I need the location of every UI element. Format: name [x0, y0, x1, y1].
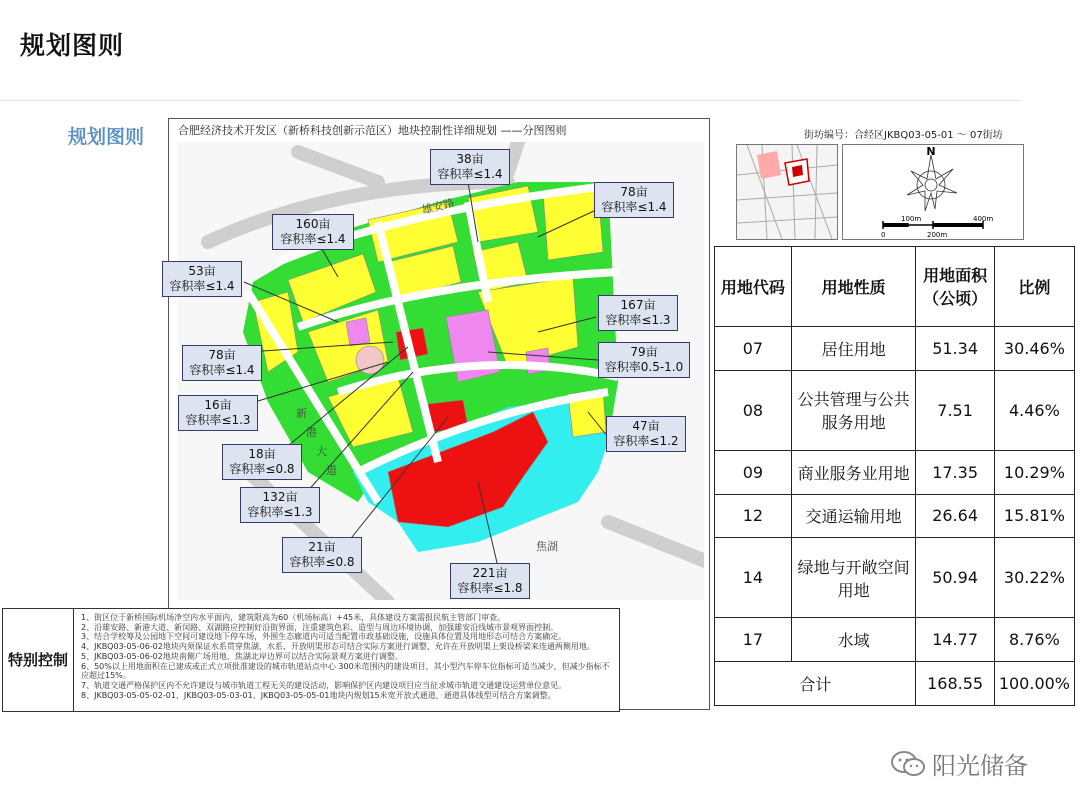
- callout-160: [272, 214, 354, 250]
- callout-area: 38亩: [456, 152, 484, 166]
- divider: [0, 100, 1020, 101]
- cell-ratio: 10.29%: [994, 450, 1074, 494]
- sheet-title: 合肥经济技术开发区（新桥科技创新示范区）地块控制性详细规划 ——分图图则: [178, 124, 567, 137]
- table-row: [715, 494, 1075, 538]
- callout-far: 容积率≤1.2: [613, 434, 679, 448]
- location-map: [736, 144, 838, 240]
- callout-21: [282, 537, 362, 573]
- cell-type: 交通运输用地: [791, 494, 916, 538]
- callout-far: 容积率≤0.8: [229, 462, 295, 476]
- special-control-box: [2, 608, 620, 712]
- special-control-label: 特别控制: [3, 609, 74, 711]
- cell-ratio: 4.46%: [994, 370, 1074, 450]
- callout-16: [178, 395, 258, 431]
- callout-area: 78亩: [620, 185, 648, 199]
- callout-79: [598, 342, 690, 378]
- callout-area: 132亩: [262, 490, 298, 504]
- callout-78b: [182, 345, 262, 381]
- header-area: 用地面积（公顷）: [916, 247, 994, 327]
- wechat-icon: [890, 750, 926, 778]
- cell-ratio: 30.22%: [994, 538, 1074, 618]
- cell-area: 50.94: [916, 538, 994, 618]
- cell-area: 14.77: [916, 618, 994, 662]
- note-item: 1、街区位于新桥国际机场净空内水平面内，建筑限高为60（机场标高）+45米，具体建设方案需报民航主管部门审查。: [81, 613, 506, 622]
- cell-type: 水域: [791, 618, 916, 662]
- scale-100: 100m: [901, 215, 922, 223]
- callout-far: 容积率≤1.4: [601, 200, 667, 214]
- callout-47: [606, 416, 686, 452]
- total-area: 168.55: [916, 662, 994, 706]
- scale-400: 400m: [973, 215, 994, 223]
- road-label-left-2: 港: [306, 426, 317, 439]
- callout-78a: [594, 182, 674, 218]
- callout-area: 78亩: [208, 348, 236, 362]
- cell-type: 居住用地: [791, 326, 916, 370]
- lake-label: 焦湖: [536, 540, 558, 553]
- table-header-row: [715, 247, 1075, 327]
- public-service-block: [346, 318, 370, 346]
- callout-far: 容积率≤1.4: [280, 232, 346, 246]
- road-label-left-1: 新: [296, 407, 307, 420]
- cell-code: 12: [715, 494, 792, 538]
- callout-38: [430, 149, 510, 185]
- note-item: 3、结合学校筹及公园地下空间可建设地下停车场，外围生态廊道内可适当配置市政基础设施，设施具体位置及用地形态可结合方案确定。: [81, 632, 567, 642]
- cell-code: 09: [715, 450, 792, 494]
- note-item: 7、轨道交通严格保护区内不允许建设与城市轨道工程无关的建设活动，影响保护区内建设项目应当征求城市轨道交通建设运营单位意见。: [81, 680, 567, 690]
- note-item: 5、JKBQ03-05-06-02地块南侧广场用地、焦湖北岸边界可以结合实际景观方案进行调整。: [81, 651, 403, 661]
- road-label-left-4: 道: [326, 464, 337, 477]
- callout-area: 53亩: [188, 264, 216, 278]
- cell-area: 7.51: [916, 370, 994, 450]
- cell-area: 51.34: [916, 326, 994, 370]
- callout-far: 容积率≤1.3: [247, 505, 313, 519]
- road-label-top: 雄安路: [420, 196, 456, 217]
- total-label: 合计: [715, 662, 916, 706]
- table-total-row: [715, 662, 1075, 706]
- cell-ratio: 15.81%: [994, 494, 1074, 538]
- cell-code: 08: [715, 370, 792, 450]
- total-ratio: 100.00%: [994, 662, 1074, 706]
- scale-200: 200m: [927, 231, 948, 239]
- callout-far: 容积率≤1.4: [169, 279, 235, 293]
- table-row: [715, 326, 1075, 370]
- callout-far: 容积率≤1.3: [605, 313, 671, 327]
- cell-area: 17.35: [916, 450, 994, 494]
- callout-221: [450, 563, 530, 599]
- special-control-notes: [81, 613, 615, 700]
- side-label: 规划图则: [68, 126, 145, 148]
- callout-132: [240, 487, 320, 523]
- block-code: 街坊编号：合经区JKBQ03-05-01 ～ 07街坊: [804, 130, 1003, 141]
- cell-code: 14: [715, 538, 792, 618]
- cell-ratio: 8.76%: [994, 618, 1074, 662]
- cell-type: 公共管理与公共服务用地: [791, 370, 916, 450]
- header-code: 用地代码: [715, 247, 792, 327]
- watermark: [890, 746, 1028, 781]
- note-item: 6、50%以上用地面积在已建成或正式立项批准建设的城市轨道站点中心 300米范围内的建设项目，其小型汽车停车位指标可适当减少，但减少指标不应超过15%。: [81, 661, 610, 681]
- watermark-text: 阳光储备: [932, 752, 1028, 780]
- note-item: 8、JKBQ03-05-05-02-01、JKBQ03-05-03-01、JKBQ03-05-05-01地块内规划15米宽开放式通道，通道具体线型可结合方案调整。: [81, 690, 556, 700]
- cell-ratio: 30.46%: [994, 326, 1074, 370]
- note-item: 2、沿雄安路、新港大道、新闵路、双湖路应控制好沿街界面，注重建筑色彩、造型与周边环境协调，加强雄安沿线城市景观界面控制。: [81, 622, 559, 632]
- wind-rose-box: [842, 144, 1024, 240]
- callout-area: 167亩: [620, 298, 656, 312]
- table-row: [715, 370, 1075, 450]
- page-title: 规划图则: [20, 31, 125, 60]
- wind-rose: [843, 145, 1023, 239]
- callout-far: 容积率≤1.4: [437, 167, 503, 181]
- header-ratio: 比例: [994, 247, 1074, 327]
- callout-far: 容积率0.5-1.0: [604, 360, 684, 374]
- callout-area: 79亩: [630, 345, 658, 359]
- callout-area: 16亩: [204, 398, 232, 412]
- north-label: N: [926, 145, 936, 158]
- callout-area: 221亩: [472, 566, 508, 580]
- cell-type: 绿地与开敞空间用地: [791, 538, 916, 618]
- cell-code: 17: [715, 618, 792, 662]
- callout-area: 18亩: [248, 447, 276, 461]
- table-row: [715, 538, 1075, 618]
- land-use-table: [714, 246, 1075, 706]
- callout-53: [162, 261, 242, 297]
- callout-area: 160亩: [295, 217, 331, 231]
- callout-far: 容积率≤0.8: [289, 555, 355, 569]
- callout-far: 容积率≤1.3: [185, 413, 251, 427]
- table-row: [715, 618, 1075, 662]
- table-row: [715, 450, 1075, 494]
- cell-type: 商业服务业用地: [791, 450, 916, 494]
- callout-far: 容积率≤1.4: [189, 363, 255, 377]
- cell-code: 07: [715, 326, 792, 370]
- callout-18: [222, 444, 302, 480]
- callout-167: [598, 295, 678, 331]
- header-type: 用地性质: [791, 247, 916, 327]
- note-item: 4、JKBQ03-05-06-02地块内须保证水系贯穿焦湖，水系、开放明渠形态可结合实际方案进行调整，允许在开放明渠上架设桥梁来连通两侧用地。: [81, 642, 595, 652]
- location-map-drawing: [737, 145, 837, 239]
- callout-area: 47亩: [632, 419, 660, 433]
- road-label-left-3: 大: [316, 445, 327, 458]
- scale-0: 0: [881, 231, 886, 239]
- callout-far: 容积率≤1.8: [457, 581, 523, 595]
- cell-area: 26.64: [916, 494, 994, 538]
- callout-area: 21亩: [308, 540, 336, 554]
